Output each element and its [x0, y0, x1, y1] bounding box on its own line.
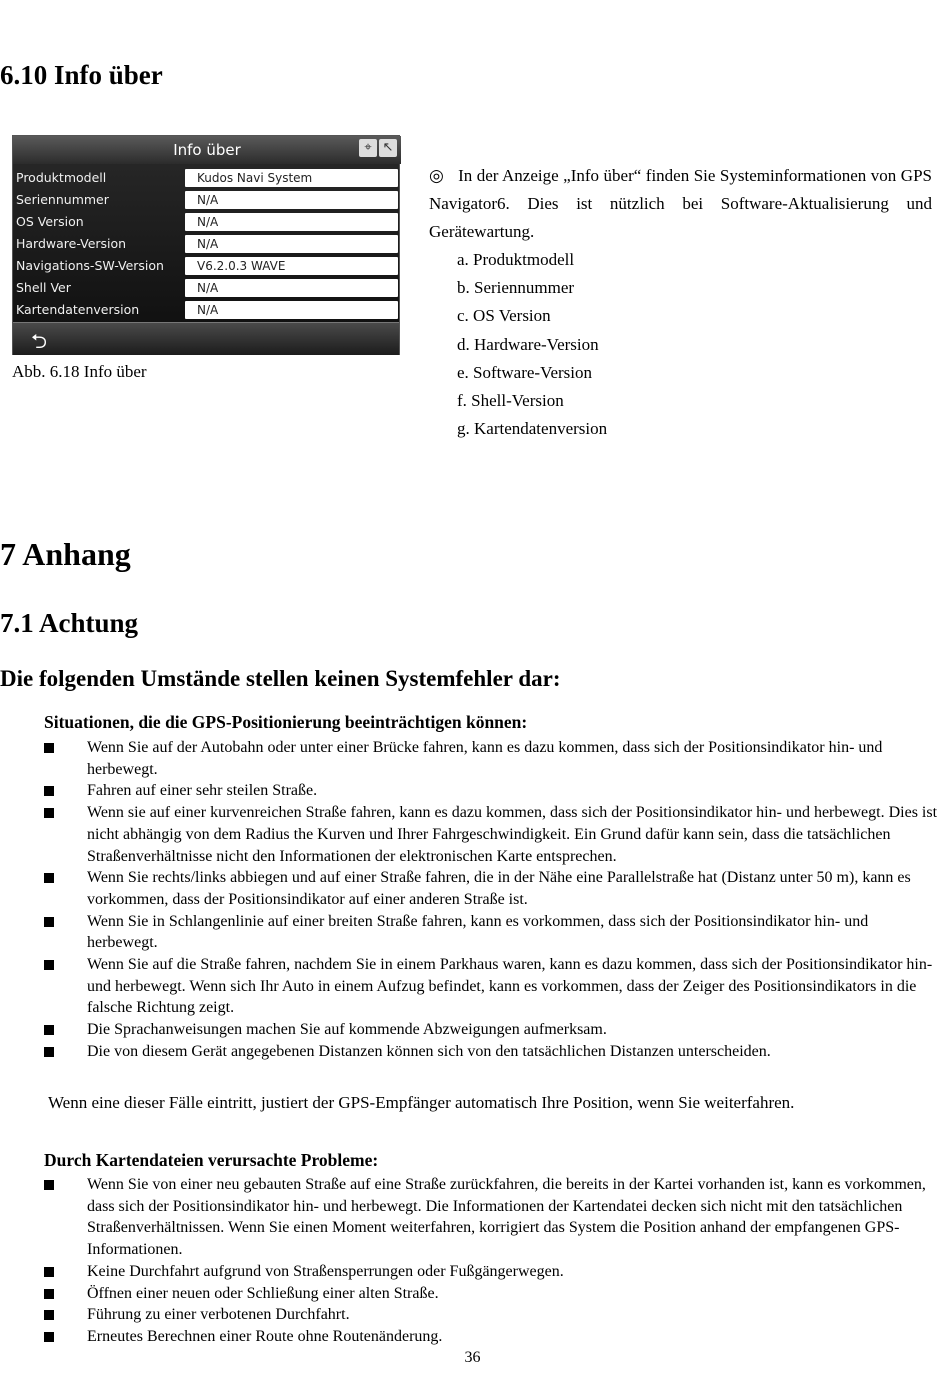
feature-item: d. Hardware-Version	[457, 334, 599, 354]
map-icon[interactable]: ⌖	[359, 139, 377, 157]
figure-caption: Abb. 6.18 Info über	[12, 362, 147, 381]
device-row-value: V6.2.0.3 WAVE	[185, 257, 398, 275]
device-info-table	[13, 167, 401, 321]
section-heading-info: 6.10 Info über	[0, 60, 163, 90]
device-row-value: Kudos Navi System	[185, 169, 398, 187]
list-item: Die Sprachanweisungen machen Sie auf kommende Abzweigungen aufmerksam.	[0, 1019, 940, 1041]
list-item: Führung zu einer verbotenen Durchfahrt.	[0, 1304, 940, 1326]
device-title: Info über	[173, 141, 241, 159]
feature-item: c. OS Version	[457, 306, 551, 326]
device-info-row	[13, 299, 401, 321]
device-info-row	[13, 211, 401, 233]
device-row-label: Navigations-SW-Version	[16, 258, 164, 273]
return-icon[interactable]: ⮌	[31, 329, 48, 353]
device-row-value: N/A	[185, 235, 398, 253]
intro-paragraph	[429, 162, 932, 247]
device-row-value: N/A	[185, 213, 398, 231]
device-info-row	[13, 233, 401, 255]
device-row-value: N/A	[185, 279, 398, 297]
map-bullet-list	[0, 1174, 940, 1348]
map-section-title: Durch Kartendateien verursachte Probleme:	[44, 1150, 379, 1170]
device-row-value: N/A	[185, 301, 398, 319]
device-info-row	[13, 189, 401, 211]
device-title-bar	[13, 136, 401, 164]
feature-item: a. Produktmodell	[457, 250, 575, 269]
list-item: Wenn sie auf einer kurvenreichen Straße fahren, kann es dazu kommen, dass sich der Positionsindikator hin- und herbewegt. Dies ist nicht abhängig von dem Radius the Kurven und Ihrer Fahrgeschwindigkeit. Ein Grund dafür kann sein, dass die tatsächlichen Straßenverhältnisse nicht den Informationen der elektronischen Karte entsprechen.	[0, 802, 940, 867]
device-screenshot	[12, 135, 400, 355]
feature-item: e. Software-Version	[457, 362, 593, 382]
device-row-label: Seriennummer	[16, 192, 109, 207]
list-item: Wenn Sie auf die Straße fahren, nachdem Sie in einem Parkhaus waren, kann es dazu kommen, dass sich der Positionsindikator hin- und herbewegt. Wenn sich Ihr Auto in einem Aufzug befindet, kann es vorkommen, dass der Zeiger des Positionsindikators in die falsche Richtung zeigt.	[0, 954, 940, 1019]
list-item: Wenn Sie auf der Autobahn oder unter einer Brücke fahren, kann es dazu kommen, dass sich der Positionsindikator hin- und herbewegt.	[0, 737, 940, 780]
device-info-row	[13, 255, 401, 277]
feature-item: b. Seriennummer	[457, 278, 575, 298]
feature-item: f. Shell-Version	[457, 391, 564, 411]
gps-section-title: Situationen, die die GPS-Positionierung beeinträchtigen können:	[44, 712, 528, 732]
list-item: Wenn Sie von einer neu gebauten Straße auf eine Straße zurückfahren, die bereits in der Kartei vorhanden ist, kann es vorkommen, dass sich der Positionsindikator hin- und herbewegt. Die Informationen der Kartendatei decken sich nicht mit den tatsächlichen Straßenverhältnissen. Wenn Sie einen Moment weiterfahren, korrigiert das System die Position anhand der empfangenen GPS-Informationen.	[0, 1174, 940, 1261]
device-bottom-bar	[13, 322, 399, 355]
back-arrow-icon[interactable]: ↖	[379, 139, 397, 157]
list-item: Erneutes Berechnen einer Route ohne Routenänderung.	[0, 1326, 940, 1348]
intro-text: In der Anzeige „Info über“ finden Sie Systeminformationen von GPS Navigator6. Dies ist nützlich bei Software-Aktualisierung und Gerätewartung.	[429, 166, 932, 242]
device-row-value: N/A	[185, 191, 398, 209]
list-item: Wenn Sie rechts/links abbiegen und auf einer Straße fahren, die in der Nähe eine Parallelstraße hat (Distanz unter 50 m), kann es vorkommen, dass der Positionsindikator auf einer anderen Straße ist.	[0, 867, 940, 910]
device-info-row	[13, 167, 401, 189]
list-item: Fahren auf einer sehr steilen Straße.	[0, 780, 940, 802]
gps-bullet-list	[0, 737, 940, 1063]
list-item: Keine Durchfahrt aufgrund von Straßensperrungen oder Fußgängerwegen.	[0, 1261, 940, 1283]
device-info-row	[13, 277, 401, 299]
feature-item: g. Kartendatenversion	[457, 419, 608, 439]
bullet-circle-icon: ◎	[429, 166, 445, 185]
chapter-heading: 7 Anhang	[0, 536, 131, 572]
list-item: Die von diesem Gerät angegebenen Distanzen können sich von den tatsächlichen Distanzen unterscheiden.	[0, 1041, 940, 1063]
section-heading-achtung: 7.1 Achtung	[0, 608, 139, 638]
list-item: Öffnen einer neuen oder Schließung einer alten Straße.	[0, 1283, 940, 1305]
list-item: Wenn Sie in Schlangenlinie auf einer breiten Straße fahren, kann es vorkommen, dass sich der Positionsindikator hin- und herbewegt.	[0, 911, 940, 954]
device-row-label: Hardware-Version	[16, 236, 127, 251]
subheading: Die folgenden Umstände stellen keinen Systemfehler dar:	[0, 666, 561, 691]
device-row-label: Shell Ver	[16, 280, 71, 295]
page-number: 36	[464, 1349, 481, 1366]
device-row-label: Produktmodell	[16, 170, 107, 185]
note-paragraph: Wenn eine dieser Fälle eintritt, justiert der GPS-Empfänger automatisch Ihre Position, wenn Sie weiterfahren.	[48, 1093, 795, 1112]
device-row-label: Kartendatenversion	[16, 302, 140, 317]
feature-list	[457, 246, 607, 443]
device-row-label: OS Version	[16, 214, 84, 229]
